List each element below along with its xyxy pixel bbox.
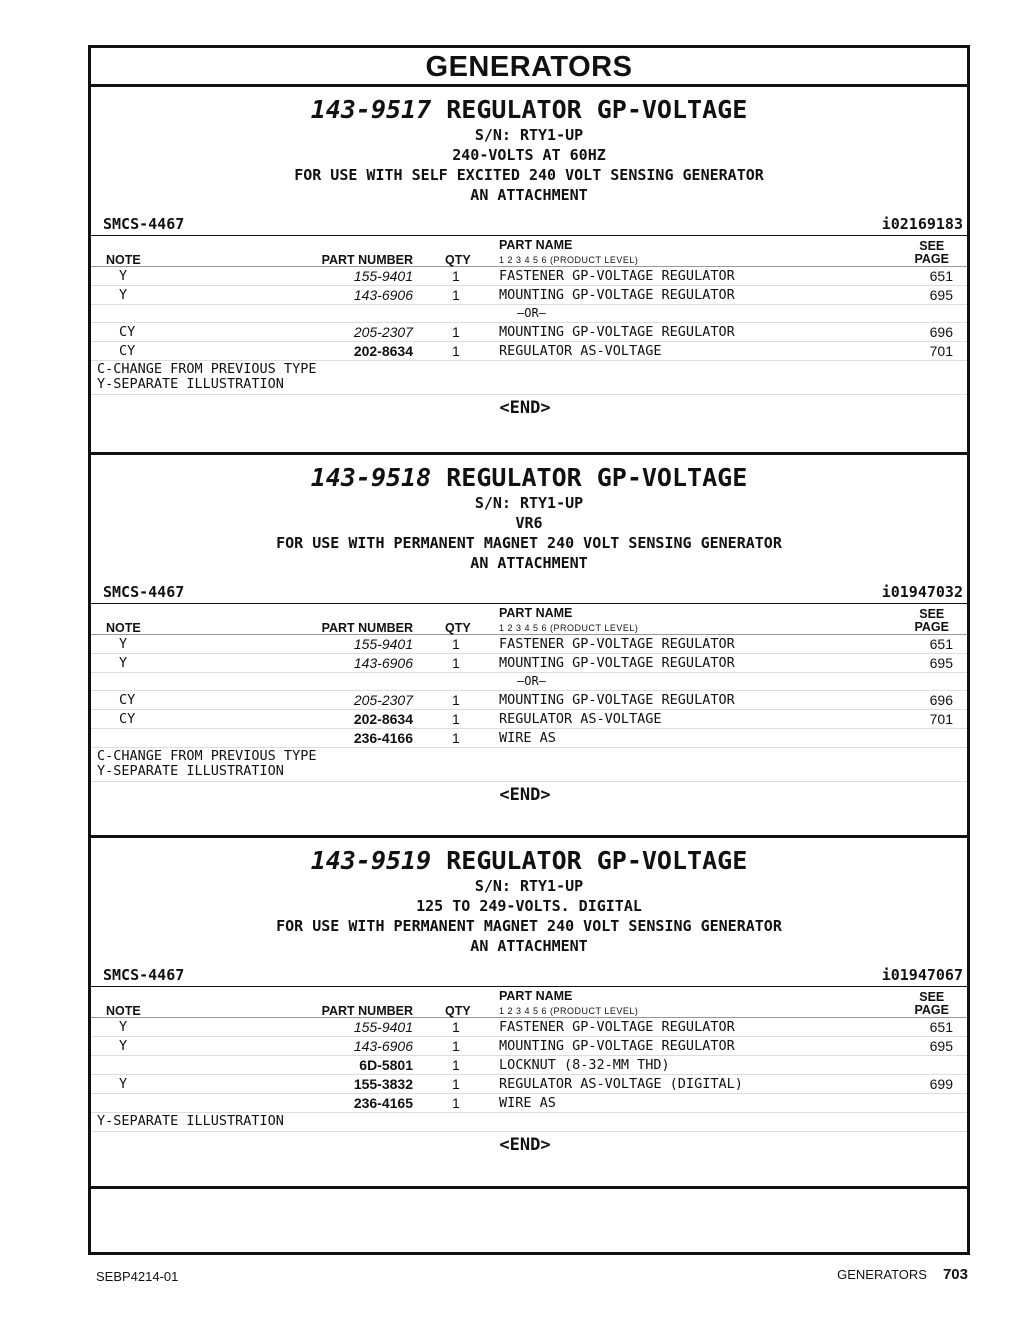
row-qty: 1 bbox=[452, 692, 460, 708]
legend-line: Y-SEPARATE ILLUSTRATION bbox=[97, 1113, 284, 1129]
row-note: Y bbox=[119, 1076, 128, 1092]
legend-line: Y-SEPARATE ILLUSTRATION bbox=[97, 763, 284, 779]
row-qty: 1 bbox=[452, 1019, 460, 1035]
row-qty: 1 bbox=[452, 1038, 460, 1054]
row-part-name: REGULATOR AS-VOLTAGE bbox=[499, 711, 662, 727]
row-see-page[interactable]: 695 bbox=[929, 287, 953, 303]
attachment-line: AN ATTACHMENT bbox=[470, 554, 588, 572]
usage-line: FOR USE WITH PERMANENT MAGNET 240 VOLT SENSING GENERATOR bbox=[276, 917, 782, 935]
attachment-line: AN ATTACHMENT bbox=[470, 937, 588, 955]
section-part-name: REGULATOR GP-VOLTAGE bbox=[446, 463, 748, 492]
serial-range: S/N: RTY1-UP bbox=[474, 494, 584, 512]
row-note: Y bbox=[119, 636, 128, 652]
row-part-name: FASTENER GP-VOLTAGE REGULATOR bbox=[499, 268, 735, 284]
spec-line: VR6 bbox=[515, 514, 543, 532]
row-qty: 1 bbox=[452, 711, 460, 727]
row-part-number[interactable]: 6D-5801 bbox=[359, 1057, 413, 1073]
row-part-number[interactable]: 202-8634 bbox=[353, 711, 413, 727]
legend-line: Y-SEPARATE ILLUSTRATION bbox=[97, 376, 284, 392]
row-part-name: MOUNTING GP-VOLTAGE REGULATOR bbox=[499, 692, 735, 708]
header-part-number: PART NUMBER bbox=[321, 1004, 413, 1018]
row-part-number[interactable]: 155-9401 bbox=[353, 268, 413, 284]
row-see-page[interactable]: 695 bbox=[929, 655, 953, 671]
illustration-ref: i02169183 bbox=[881, 215, 963, 233]
section-part-number: 143-9518 bbox=[310, 463, 432, 492]
row-note: CY bbox=[119, 324, 136, 340]
table-row[interactable] bbox=[91, 1094, 967, 1113]
row-see-page[interactable]: 651 bbox=[929, 636, 953, 652]
end-marker bbox=[91, 398, 967, 418]
row-part-number[interactable]: 143-6906 bbox=[353, 1038, 413, 1054]
header-qty: QTY bbox=[445, 621, 471, 635]
table-row[interactable] bbox=[91, 729, 967, 748]
attachment-line: AN ATTACHMENT bbox=[470, 186, 588, 204]
row-part-number[interactable]: 155-9401 bbox=[353, 636, 413, 652]
header-part-name: PART NAME bbox=[499, 606, 573, 620]
usage-line: FOR USE WITH SELF EXCITED 240 VOLT SENSING GENERATOR bbox=[294, 166, 764, 184]
row-part-number[interactable]: 205-2307 bbox=[353, 324, 413, 340]
table-row[interactable] bbox=[91, 1037, 967, 1056]
row-qty: 1 bbox=[452, 287, 460, 303]
header-see: SEE bbox=[919, 239, 945, 253]
catalog-frame bbox=[88, 45, 970, 1255]
row-note: CY bbox=[119, 692, 136, 708]
header-see: SEE bbox=[919, 990, 945, 1004]
table-row[interactable] bbox=[91, 323, 967, 342]
row-part-name: MOUNTING GP-VOLTAGE REGULATOR bbox=[499, 287, 735, 303]
header-part-name: PART NAME bbox=[499, 238, 573, 252]
row-part-number[interactable]: 155-3832 bbox=[353, 1076, 413, 1092]
usage-line: FOR USE WITH PERMANENT MAGNET 240 VOLT SENSING GENERATOR bbox=[276, 534, 782, 552]
row-qty: 1 bbox=[452, 1057, 460, 1073]
serial-range: S/N: RTY1-UP bbox=[474, 126, 584, 144]
footer-section bbox=[837, 1266, 968, 1283]
table-row[interactable] bbox=[91, 1018, 967, 1037]
row-part-number[interactable]: 205-2307 bbox=[353, 692, 413, 708]
section-part-name: REGULATOR GP-VOLTAGE bbox=[446, 846, 748, 875]
section-143-9519 bbox=[91, 846, 967, 1189]
header-qty: QTY bbox=[445, 253, 471, 267]
header-note: NOTE bbox=[106, 1004, 141, 1018]
or-separator bbox=[91, 673, 967, 691]
row-part-name: REGULATOR AS-VOLTAGE bbox=[499, 343, 662, 359]
row-see-page[interactable]: 695 bbox=[929, 1038, 953, 1054]
header-page: PAGE bbox=[914, 1003, 949, 1017]
page-title: GENERATORS bbox=[91, 48, 967, 87]
row-part-name: MOUNTING GP-VOLTAGE REGULATOR bbox=[499, 1038, 735, 1054]
row-part-number[interactable]: 155-9401 bbox=[353, 1019, 413, 1035]
header-see-page bbox=[915, 991, 950, 1017]
or-separator bbox=[91, 305, 967, 323]
end-label: <END> bbox=[499, 785, 551, 805]
end-label: <END> bbox=[499, 1135, 551, 1155]
row-part-name: LOCKNUT (8-32-MM THD) bbox=[499, 1057, 670, 1073]
table-row[interactable] bbox=[91, 342, 967, 361]
header-part-number: PART NUMBER bbox=[321, 253, 413, 267]
section-143-9518 bbox=[91, 463, 967, 838]
end-marker bbox=[91, 1135, 967, 1155]
header-part-name: PART NAME bbox=[499, 989, 573, 1003]
end-label: <END> bbox=[499, 398, 551, 418]
row-qty: 1 bbox=[452, 636, 460, 652]
table-row[interactable] bbox=[91, 267, 967, 286]
row-see-page[interactable]: 701 bbox=[929, 711, 953, 727]
row-note: Y bbox=[119, 268, 128, 284]
row-note: Y bbox=[119, 655, 128, 671]
row-part-name: MOUNTING GP-VOLTAGE REGULATOR bbox=[499, 655, 735, 671]
row-see-page[interactable]: 651 bbox=[929, 1019, 953, 1035]
row-see-page[interactable]: 651 bbox=[929, 268, 953, 284]
section-title bbox=[91, 95, 967, 125]
illustration-ref: i01947032 bbox=[881, 583, 963, 601]
table-row[interactable] bbox=[91, 1056, 967, 1075]
reference-row bbox=[91, 211, 967, 236]
row-note: Y bbox=[119, 1019, 128, 1035]
reference-row bbox=[91, 579, 967, 604]
document-id: SEBP4214-01 bbox=[96, 1269, 179, 1284]
notes-legend bbox=[91, 748, 967, 782]
row-qty: 1 bbox=[452, 655, 460, 671]
header-page: PAGE bbox=[914, 620, 949, 634]
row-part-number[interactable]: 143-6906 bbox=[353, 287, 413, 303]
row-part-name: WIRE AS bbox=[499, 1095, 556, 1111]
section-title bbox=[91, 846, 967, 876]
column-headers bbox=[91, 987, 967, 1018]
illustration-ref: i01947067 bbox=[881, 966, 963, 984]
row-qty: 1 bbox=[452, 730, 460, 746]
section-part-number: 143-9517 bbox=[310, 95, 432, 124]
row-part-name: FASTENER GP-VOLTAGE REGULATOR bbox=[499, 636, 735, 652]
header-product-level: 1 2 3 4 5 6 (PRODUCT LEVEL) bbox=[499, 255, 639, 265]
smcs-code: SMCS-4467 bbox=[103, 215, 185, 233]
row-see-page[interactable]: 701 bbox=[929, 343, 953, 359]
row-part-name: FASTENER GP-VOLTAGE REGULATOR bbox=[499, 1019, 735, 1035]
header-note: NOTE bbox=[106, 253, 141, 267]
page-number: 703 bbox=[942, 1266, 968, 1283]
column-headers bbox=[91, 604, 967, 635]
header-see-page bbox=[915, 240, 950, 266]
header-product-level: 1 2 3 4 5 6 (PRODUCT LEVEL) bbox=[499, 1006, 639, 1016]
row-part-number[interactable]: 202-8634 bbox=[353, 343, 413, 359]
row-part-number[interactable]: 236-4166 bbox=[353, 730, 413, 746]
row-note: CY bbox=[119, 343, 136, 359]
header-qty: QTY bbox=[445, 1004, 471, 1018]
table-row[interactable] bbox=[91, 1075, 967, 1094]
row-note: Y bbox=[119, 287, 128, 303]
table-row[interactable] bbox=[91, 710, 967, 729]
column-headers bbox=[91, 236, 967, 267]
reference-row bbox=[91, 962, 967, 987]
row-qty: 1 bbox=[452, 268, 460, 284]
row-see-page[interactable]: 696 bbox=[929, 692, 953, 708]
row-see-page[interactable]: 696 bbox=[929, 324, 953, 340]
header-see-page bbox=[915, 608, 950, 634]
table-row[interactable] bbox=[91, 654, 967, 673]
row-part-name: WIRE AS bbox=[499, 730, 556, 746]
header-see: SEE bbox=[919, 607, 945, 621]
header-product-level: 1 2 3 4 5 6 (PRODUCT LEVEL) bbox=[499, 623, 639, 633]
section-part-number: 143-9519 bbox=[310, 846, 432, 875]
row-part-name: REGULATOR AS-VOLTAGE (DIGITAL) bbox=[499, 1076, 743, 1092]
row-note: CY bbox=[119, 711, 136, 727]
footer-section-name: GENERATORS bbox=[837, 1267, 927, 1282]
or-label: —OR— bbox=[517, 306, 546, 320]
row-part-number[interactable]: 236-4165 bbox=[353, 1095, 413, 1111]
row-see-page[interactable]: 699 bbox=[929, 1076, 953, 1092]
smcs-code: SMCS-4467 bbox=[103, 966, 185, 984]
legend-line: C-CHANGE FROM PREVIOUS TYPE bbox=[97, 748, 317, 764]
row-note: Y bbox=[119, 1038, 128, 1054]
table-row[interactable] bbox=[91, 635, 967, 654]
section-part-name: REGULATOR GP-VOLTAGE bbox=[446, 95, 748, 124]
row-qty: 1 bbox=[452, 343, 460, 359]
header-note: NOTE bbox=[106, 621, 141, 635]
smcs-code: SMCS-4467 bbox=[103, 583, 185, 601]
or-label: —OR— bbox=[517, 674, 546, 688]
notes-legend bbox=[91, 1113, 967, 1132]
row-qty: 1 bbox=[452, 1076, 460, 1092]
section-title bbox=[91, 463, 967, 493]
header-part-number: PART NUMBER bbox=[321, 621, 413, 635]
row-qty: 1 bbox=[452, 1095, 460, 1111]
table-row[interactable] bbox=[91, 691, 967, 710]
notes-legend bbox=[91, 361, 967, 395]
spec-line: 240-VOLTS AT 60HZ bbox=[452, 146, 606, 164]
spec-line: 125 TO 249-VOLTS. DIGITAL bbox=[416, 897, 642, 915]
row-part-name: MOUNTING GP-VOLTAGE REGULATOR bbox=[499, 324, 735, 340]
legend-line: C-CHANGE FROM PREVIOUS TYPE bbox=[97, 361, 317, 377]
serial-range: S/N: RTY1-UP bbox=[474, 877, 584, 895]
row-part-number[interactable]: 143-6906 bbox=[353, 655, 413, 671]
header-page: PAGE bbox=[914, 252, 949, 266]
table-row[interactable] bbox=[91, 286, 967, 305]
end-marker bbox=[91, 785, 967, 805]
row-qty: 1 bbox=[452, 324, 460, 340]
section-143-9517 bbox=[91, 95, 967, 455]
